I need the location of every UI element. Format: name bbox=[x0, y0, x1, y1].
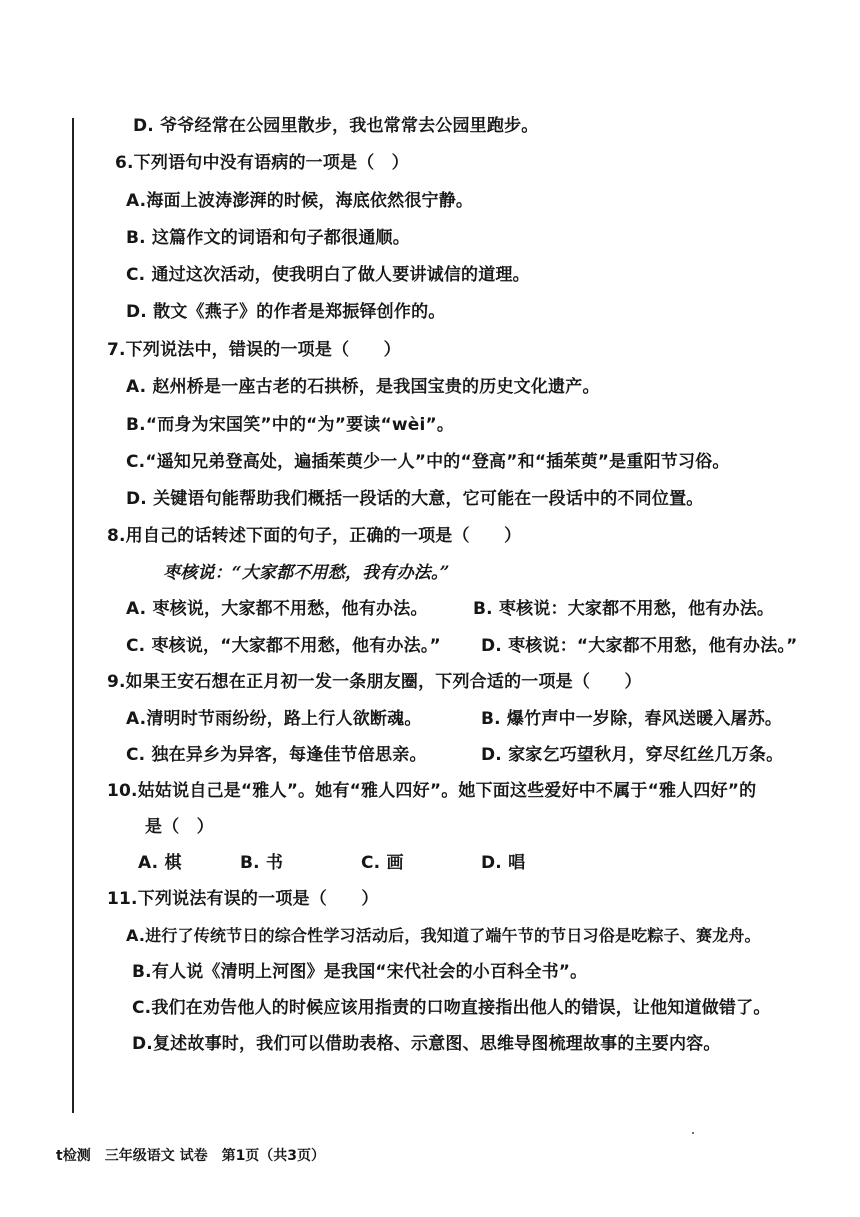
q7-option-a: A. 赵州桥是一座古老的石拱桥，是我国宝贵的历史文化遗产。 bbox=[126, 377, 600, 397]
q11-option-b: B.有人说《清明上河图》是我国“宋代社会的小百科全书”。 bbox=[132, 962, 588, 982]
q9-option-a: A.清明时节雨纷纷，路上行人欲断魂。 bbox=[126, 709, 422, 729]
q7-option-d: D. 关键语句能帮助我们概括一段话的大意，它可能在一段话中的不同位置。 bbox=[126, 489, 704, 509]
scan-speck bbox=[692, 1132, 694, 1134]
q8-option-b: B. 枣核说：大家都不用愁，他有办法。 bbox=[473, 599, 775, 619]
q6-stem: 6.下列语句中没有语病的一项是（ ） bbox=[115, 153, 409, 173]
q6-option-b: B. 这篇作文的词语和句子都很通顺。 bbox=[126, 228, 410, 248]
q8-option-d: D. 枣核说：“大家都不用愁，他有办法。” bbox=[481, 636, 798, 656]
q6-option-d: D. 散文《燕子》的作者是郑振铎创作的。 bbox=[126, 302, 446, 322]
q10-option-d: D. 唱 bbox=[481, 853, 526, 873]
q7-stem: 7.下列说法中，错误的一项是（ ） bbox=[107, 340, 401, 360]
page-footer: t检测 三年级语文 试卷 第1页（共3页） bbox=[56, 1148, 326, 1164]
q7-option-c: C.“遥知兄弟登高处，遍插茱萸少一人”中的“登高”和“插茱萸”是重阳节习俗。 bbox=[126, 452, 730, 472]
q11-stem: 11.下列说法有误的一项是（ ） bbox=[107, 889, 379, 909]
q6-option-c: C. 通过这次活动，使我明白了做人要讲诚信的道理。 bbox=[126, 265, 530, 285]
q11-option-d: D.复述故事时，我们可以借助表格、示意图、思维导图梳理故事的主要内容。 bbox=[132, 1034, 721, 1054]
q7-option-b: B.“而身为宋国笑”中的“为”要读“wèi”。 bbox=[126, 415, 455, 435]
q8-option-a: A. 枣核说，大家都不用愁，他有办法。 bbox=[126, 599, 428, 619]
q8-stem: 8.用自己的话转述下面的句子，正确的一项是（ ） bbox=[107, 526, 522, 546]
q9-option-b: B. 爆竹声中一岁除，春风送暖入屠苏。 bbox=[481, 709, 783, 729]
q11-option-a: A.进行了传统节日的综合性学习活动后，我知道了端午节的节日习俗是吃粽子、赛龙舟。 bbox=[126, 926, 761, 945]
q8-option-c: C. 枣核说，“大家都不用愁，他有办法。” bbox=[126, 636, 441, 656]
q5-option-d: D. 爷爷经常在公园里散步，我也常常去公园里跑步。 bbox=[133, 116, 539, 136]
q10-option-c: C. 画 bbox=[361, 853, 404, 873]
q10-stem-line1: 10.姑姑说自己是“雅人”。她有“雅人四好”。她下面这些爱好中不属于“雅人四好”的 bbox=[107, 781, 757, 801]
q10-option-b: B. 书 bbox=[240, 853, 284, 873]
q9-stem: 9.如果王安石想在正月初一发一条朋友圈，下列合适的一项是（ ） bbox=[107, 672, 642, 692]
q9-option-c: C. 独在异乡为异客，每逢佳节倍思亲。 bbox=[126, 745, 427, 765]
q9-option-d: D. 家家乞巧望秋月，穿尽红丝几万条。 bbox=[481, 745, 784, 765]
q10-stem-line2: 是（ ） bbox=[145, 817, 214, 837]
q6-option-a: A.海面上波涛澎湃的时候，海底依然很宁静。 bbox=[126, 191, 474, 211]
q8-quote: 枣核说：“大家都不用愁，我有办法。” bbox=[163, 563, 450, 583]
q10-option-a: A. 棋 bbox=[138, 853, 182, 873]
margin-rule bbox=[72, 118, 74, 1113]
q11-option-c: C.我们在劝告他人的时候应该用指责的口吻直接指出他人的错误，让他知道做错了。 bbox=[132, 998, 771, 1018]
